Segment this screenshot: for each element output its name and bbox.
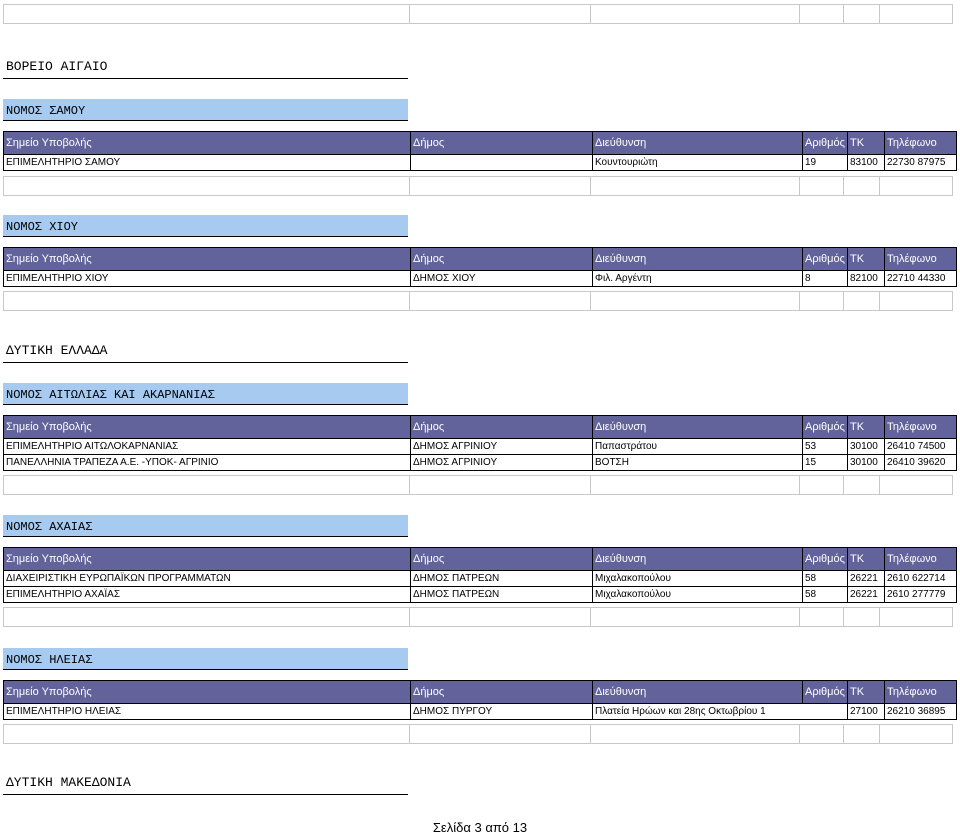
prefecture-title-samos: ΝΟΜΟΣ ΣΑΜΟΥ — [3, 99, 408, 121]
header-number: Αριθμός — [803, 548, 848, 570]
header-municipality: Δήμος — [411, 248, 593, 270]
cell-number: 8 — [803, 271, 848, 286]
cell-point: ΕΠΙΜΕΛΗΤΗΡΙΟ ΑΧΑΪΑΣ — [4, 587, 411, 602]
page-number: Σελίδα 3 από 13 — [432, 820, 528, 835]
header-postal: ΤΚ — [848, 132, 885, 154]
header-point: Σημείο Υποβολής — [4, 416, 411, 438]
cell-number: 15 — [803, 455, 848, 470]
cell-address: Μιχαλακοπούλου — [593, 571, 803, 586]
table-row — [3, 155, 957, 171]
cell-municipality: ΔΗΜΟΣ ΠΑΤΡΕΩΝ — [411, 587, 593, 602]
cell-point: ΕΠΙΜΕΛΗΤΗΡΙΟ ΗΛΕΙΑΣ — [4, 704, 411, 719]
header-address: Διεύθυνση — [593, 248, 803, 270]
header-point: Σημείο Υποβολής — [4, 248, 411, 270]
table-header-row — [3, 547, 957, 571]
header-number: Αριθμός — [803, 681, 848, 703]
cell-point: ΕΠΙΜΕΛΗΤΗΡΙΟ ΣΑΜΟΥ — [4, 155, 411, 170]
empty-grid-row — [3, 475, 957, 495]
table-header-row — [3, 415, 957, 439]
cell-postal: 27100 — [848, 704, 885, 719]
header-phone: Τηλέφωνο — [887, 137, 937, 149]
cell-number: 53 — [803, 439, 848, 454]
prefecture-title-achaia: ΝΟΜΟΣ ΑΧΑΙΑΣ — [3, 515, 408, 537]
header-postal: ΤΚ — [848, 681, 885, 703]
header-municipality: Δήμος — [411, 132, 593, 154]
header-municipality: Δήμος — [411, 548, 593, 570]
empty-grid-row — [3, 607, 957, 627]
header-point: Σημείο Υποβολής — [4, 548, 411, 570]
empty-grid-row — [3, 176, 957, 196]
header-point: Σημείο Υποβολής — [4, 681, 411, 703]
cell-municipality — [411, 155, 593, 170]
cell-point: ΠΑΝΕΛΛΗΝΙΑ ΤΡΑΠΕΖΑ Α.Ε. -ΥΠΟΚ- ΑΓΡΙΝΙΟ — [4, 455, 411, 470]
cell-address: Κουντουριώτη — [593, 155, 803, 170]
cell-phone: 2610 277779 — [887, 589, 946, 600]
header-phone: Τηλέφωνο — [887, 253, 937, 265]
region-title-west-macedonia: ΔΥΤΙΚΗ ΜΑΚΕΔΟΝΙΑ — [3, 773, 408, 795]
cell-address: Μιχαλακοπούλου — [593, 587, 803, 602]
prefecture-title-aitoloakarnania: ΝΟΜΟΣ ΑΙΤΩΛΙΑΣ ΚΑΙ ΑΚΑΡΝΑΝΙΑΣ — [3, 383, 408, 405]
header-postal: ΤΚ — [848, 248, 885, 270]
cell-phone: 22710 44330 — [887, 273, 946, 284]
cell-address: Παπαστράτου — [593, 439, 803, 454]
prefecture-title-ilia: ΝΟΜΟΣ ΗΛΕΙΑΣ — [3, 648, 408, 670]
table-row — [3, 439, 957, 455]
header-address: Διεύθυνση — [593, 416, 803, 438]
cell-point: ΕΠΙΜΕΛΗΤΗΡΙΟ ΑΙΤΩΛΟΚΑΡΝΑΝΙΑΣ — [4, 439, 411, 454]
cell-point: ΕΠΙΜΕΛΗΤΗΡΙΟ ΧΙΟΥ — [4, 271, 411, 286]
table-row — [3, 571, 957, 587]
header-number: Αριθμός — [803, 248, 848, 270]
header-phone: Τηλέφωνο — [887, 553, 937, 565]
cell-number: 19 — [803, 155, 848, 170]
header-number: Αριθμός — [803, 416, 848, 438]
table-row — [3, 704, 957, 720]
header-postal: ΤΚ — [848, 416, 885, 438]
cell-phone: 22730 87975 — [887, 157, 946, 168]
cell-municipality: ΔΗΜΟΣ ΧΙΟΥ — [411, 271, 593, 286]
table-header-row — [3, 680, 957, 704]
cell-phone: 26410 74500 — [887, 441, 946, 452]
header-number: Αριθμός — [803, 132, 848, 154]
cell-postal: 30100 — [848, 455, 885, 470]
header-address: Διεύθυνση — [593, 681, 803, 703]
header-phone: Τηλέφωνο — [887, 686, 937, 698]
cell-postal: 26221 — [848, 571, 885, 586]
header-address: Διεύθυνση — [593, 548, 803, 570]
cell-municipality: ΔΗΜΟΣ ΠΥΡΓΟΥ — [411, 704, 593, 719]
header-address: Διεύθυνση — [593, 132, 803, 154]
cell-postal: 82100 — [848, 271, 885, 286]
table-row — [3, 271, 957, 287]
cell-postal: 30100 — [848, 439, 885, 454]
header-postal: ΤΚ — [848, 548, 885, 570]
table-header-row — [3, 131, 957, 155]
cell-address: Πλατεία Ηρώων και 28ης Οκτωβρίου 1 — [593, 704, 848, 719]
region-title-north-aegean: ΒΟΡΕΙΟ ΑΙΓΑΙΟ — [3, 57, 408, 79]
cell-phone: 26410 39620 — [887, 457, 946, 468]
region-title-west-greece: ΔΥΤΙΚΗ ΕΛΛΑΔΑ — [3, 341, 408, 363]
header-municipality: Δήμος — [411, 416, 593, 438]
cell-phone: 2610 622714 — [887, 573, 946, 584]
cell-municipality: ΔΗΜΟΣ ΑΓΡΙΝΙΟΥ — [411, 455, 593, 470]
header-phone: Τηλέφωνο — [887, 421, 937, 433]
table-row — [3, 455, 957, 471]
cell-postal: 26221 — [848, 587, 885, 602]
cell-postal: 83100 — [848, 155, 885, 170]
cell-number: 58 — [803, 587, 848, 602]
table-row — [3, 587, 957, 603]
cell-municipality: ΔΗΜΟΣ ΠΑΤΡΕΩΝ — [411, 571, 593, 586]
cell-number: 58 — [803, 571, 848, 586]
cell-municipality: ΔΗΜΟΣ ΑΓΡΙΝΙΟΥ — [411, 439, 593, 454]
cell-address: Φιλ. Αργέντη — [593, 271, 803, 286]
table-header-row — [3, 247, 957, 271]
empty-grid-row — [3, 291, 957, 311]
empty-grid-row — [3, 4, 957, 24]
cell-point: ΔΙΑΧΕΙΡΙΣΤΙΚΗ ΕΥΡΩΠΑΪΚΩΝ ΠΡΟΓΡΑΜΜΑΤΩΝ — [4, 571, 411, 586]
cell-address: ΒΟΤΣΗ — [593, 455, 803, 470]
prefecture-title-chios: ΝΟΜΟΣ ΧΙΟΥ — [3, 215, 408, 237]
header-municipality: Δήμος — [411, 681, 593, 703]
cell-phone: 26210 36895 — [887, 706, 946, 717]
empty-grid-row — [3, 724, 957, 744]
header-point: Σημείο Υποβολής — [4, 132, 411, 154]
